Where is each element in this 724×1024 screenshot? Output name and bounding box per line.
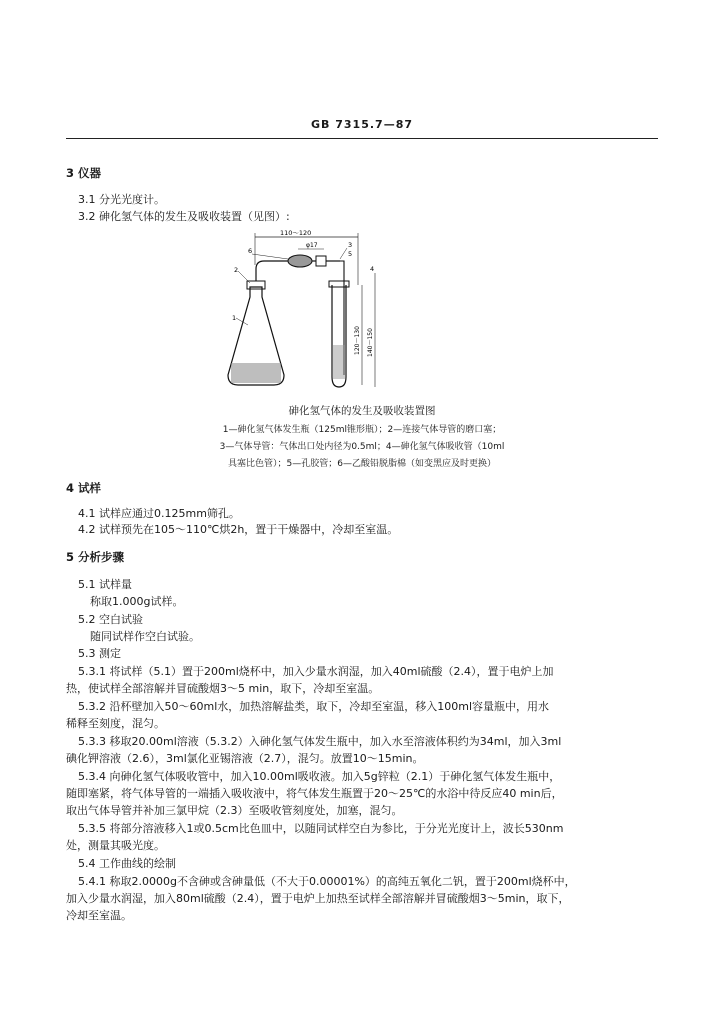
section-4-title: 4 试样 [66, 481, 102, 495]
item-4-2: 4.2 试样预先在105～110℃烘2h，置于干燥器中，冷却至室温。 [78, 523, 399, 536]
item-4-1: 4.1 试样应通过0.125mm筛孔。 [78, 507, 240, 520]
para-5-4-1-line3: 冷却至室温。 [66, 909, 132, 922]
para-5-3-3-line1: 5.3.3 移取20.00ml溶液（5.3.2）入砷化氢气体发生瓶中，加入水至溶液体积约为34ml，加入3ml [78, 735, 562, 748]
item-5-4: 5.4 工作曲线的绘制 [78, 857, 176, 870]
para-5-3-3-line2: 碘化钾溶液（2.6），3ml氯化亚锡溶液（2.7），混匀。放置10～15min。 [66, 752, 424, 765]
dim-phi-label: φ17 [306, 242, 318, 249]
item-5-1-body: 称取1.000g试样。 [90, 595, 184, 608]
item-3-2: 3.2 砷化氢气体的发生及吸收装置（见图）: [78, 210, 290, 223]
figure-legend-2: 3—气体导管：气体出口处内径为0.5ml；4—砷化氢气体吸收管（10ml [219, 442, 505, 452]
item-5-2-body: 随同试样作空白试验。 [90, 630, 200, 643]
para-5-3-4-line1: 5.3.4 向砷化氢气体吸收管中，加入10.00ml吸收液。加入5g锌粒（2.1）于砷化氢气体发生瓶中， [78, 770, 561, 783]
label-4: 4 [370, 265, 375, 273]
dim-v2-label: 140～150 [367, 328, 374, 357]
label-1: 1 [232, 314, 237, 322]
flask-liquid [231, 363, 281, 383]
label-5: 5 [348, 250, 353, 258]
para-5-3-5-line2: 处，测量其吸光度。 [66, 839, 165, 852]
dim-v1-label: 120～130 [354, 326, 361, 355]
dim-top-label: 110～120 [280, 229, 312, 237]
apparatus-figure [220, 225, 390, 395]
gas-tube-1 [256, 261, 288, 281]
para-5-3-4-line3: 取出气体导管并补加三氯甲烷（2.3）至吸收管刻度处，加塞，混匀。 [66, 804, 403, 817]
para-5-4-1-line2: 加入少量水润湿，加入80ml硫酸（2.4），置于电炉上加热至试样全部溶解并冒硫酸烟3～5min，取下， [66, 892, 570, 905]
label-6: 6 [248, 247, 253, 255]
section-5-title: 5 分析步骤 [66, 550, 125, 564]
item-3-1: 3.1 分光光度计。 [78, 193, 165, 206]
para-5-4-1-line1: 5.4.1 称取2.0000g不含砷或含砷量低（不大于0.00001%）的高纯五氧化二钒，置于200ml烧杯中， [78, 875, 576, 888]
label-2: 2 [234, 266, 239, 274]
label-3: 3 [348, 241, 353, 249]
section-3-title: 3 仪器 [66, 166, 102, 180]
para-5-3-2-line1: 5.3.2 沿杯壁加入50～60ml水，加热溶解盐类，取下，冷却至室温，移入100ml容量瓶中，用水 [78, 700, 550, 713]
figure-caption: 砷化氢气体的发生及吸收装置图 [288, 405, 436, 417]
lead-acetate-bulb [288, 255, 312, 267]
item-5-2: 5.2 空白试验 [78, 613, 143, 626]
rubber-joint [316, 256, 326, 266]
figure-legend-1: 1—砷化氢气体发生瓶（125ml锥形瓶）；2—连接气体导管的磨口塞； [222, 425, 502, 435]
figure-legend-3: 具塞比色管）；5—孔胶管；6—乙酸铅脱脂棉（如变黑应及时更换） [228, 459, 496, 469]
para-5-3-4-line2: 随即塞紧，将气体导管的一端插入吸收液中，将气体发生瓶置于20～25℃的水浴中待反应40 min后， [66, 787, 563, 800]
header-rule [66, 138, 658, 139]
document-header: GB 7315.7—87 [311, 118, 413, 131]
para-5-3-5-line1: 5.3.5 将部分溶液移入1或0.5cm比色皿中，以随同试样空白为参比，于分光光度计上，波长530nm [78, 822, 564, 835]
para-5-3-1-line2: 热，使试样全部溶解并冒硫酸烟3～5 min，取下，冷却至室温。 [66, 682, 380, 695]
para-5-3-1-line1: 5.3.1 将试样（5.1）置于200ml烧杯中，加入少量水润湿，加入40ml硫酸（2.4），置于电炉上加 [78, 665, 554, 678]
item-5-1: 5.1 试样量 [78, 578, 132, 591]
para-5-3-2-line2: 稀释至刻度，混匀。 [66, 717, 165, 730]
item-5-3: 5.3 测定 [78, 647, 121, 660]
